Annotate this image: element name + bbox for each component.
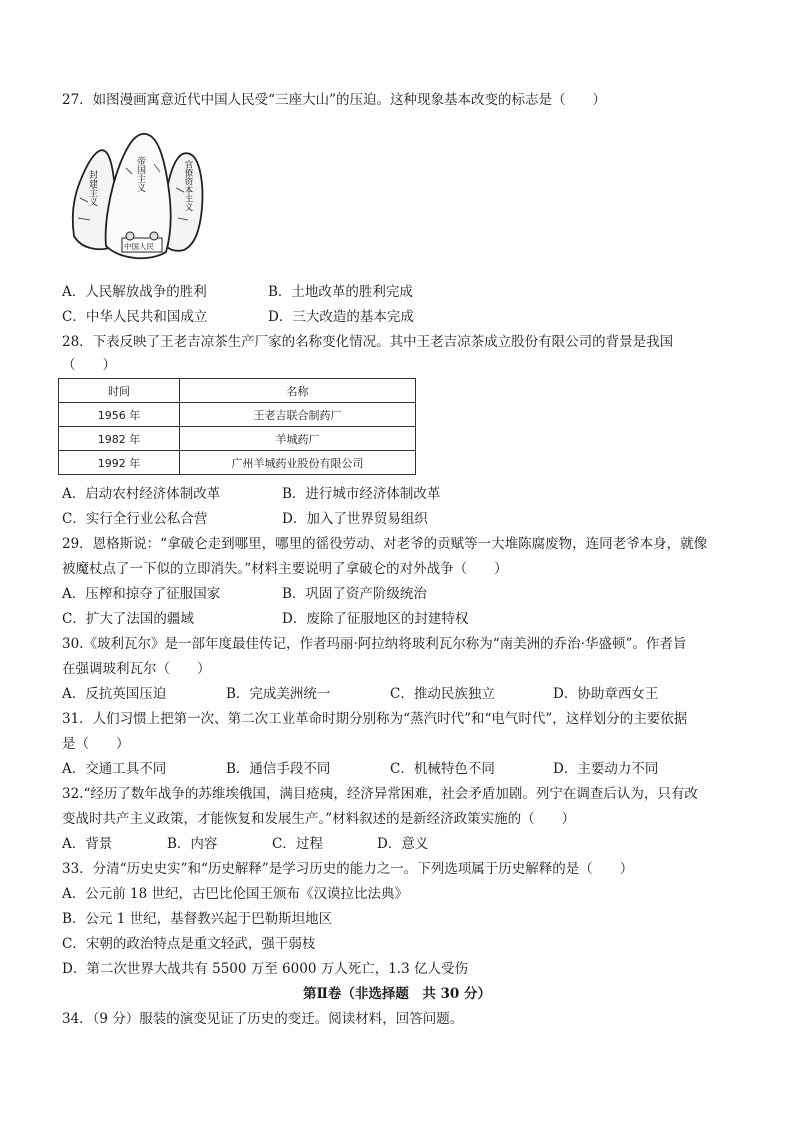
q27-option-a: A．人民解放战争的胜利 [62,284,207,300]
table-row [59,427,416,451]
q30-stem-line2: 在强调玻利瓦尔（ ） [62,661,211,677]
q30-option-d: D．协助章西女王 [553,686,659,702]
q27-stem: 27．如图漫画寓意近代中国人民受“三座大山”的压迫。这种现象基本改变的标志是（ ） [62,92,606,108]
q27-option-c: C．中华人民共和国成立 [62,309,208,325]
q27-option-d: D．三大改造的基本完成 [268,309,414,325]
q32-stem-line1: 32.“经历了数年战争的苏维埃俄国，满目疮痍，经济异常困难，社会矛盾加剧。列宁在调查后认为，只有改 [62,786,698,802]
q29-stem-line1: 29．恩格斯说：“拿破仑走到哪里，哪里的徭役劳动、对老爷的贡赋等一大堆陈腐废物，连同老爷本身，就像 [62,536,708,552]
q30-option-b: B．完成美洲统一 [226,686,331,702]
label-bureaucratic-capitalism: 官僚资本主义 [183,160,193,211]
table-cell-year: 1992 年 [59,451,180,475]
three-mountains-cartoon [66,128,206,273]
q32-option-a: A．背景 [62,836,113,852]
label-chinese-people: 中国人民 [124,242,154,251]
q31-stem-line2: 是（ ） [62,736,130,752]
q28-stem-line2: （ ） [62,357,116,373]
table-header-name: 名称 [180,379,416,403]
table-row [59,403,416,427]
table-cell-company: 广州羊城药业股份有限公司 [180,451,416,475]
section2-title: 第Ⅱ卷（非选择题 共 30 分） [302,986,492,1002]
q29-option-a: A．压榨和掠夺了征服国家 [62,586,221,602]
q32-option-d: D．意义 [377,836,429,852]
table-cell-year: 1956 年 [59,403,180,427]
q28-stem-line1: 28．下表反映了王老吉凉茶生产厂家的名称变化情况。其中王老吉凉茶成立股份有限公司的背景是我国 [62,334,674,350]
q31-option-a: A．交通工具不同 [62,761,167,777]
table-row [59,451,416,475]
q31-option-b: B．通信手段不同 [226,761,331,777]
q28-option-d: D．加入了世界贸易组织 [282,511,428,527]
q32-option-c: C．过程 [272,836,323,852]
table-header-time: 时间 [59,379,180,403]
q33-option-d: D．第二次世界大战共有 5500 万至 6000 万人死亡，1.3 亿人受伤 [62,961,468,977]
q30-option-c: C．推动民族独立 [390,686,495,702]
q29-option-b: B．巩固了资产阶级统治 [282,586,427,602]
label-feudalism: 封建主义 [87,170,97,206]
q28-option-a: A．启动农村经济体制改革 [62,486,221,502]
q33-option-b: B．公元 1 世纪，基督教兴起于巴勒斯坦地区 [62,911,333,927]
table-cell-year: 1982 年 [59,427,180,451]
q31-option-c: C．机械特色不同 [390,761,495,777]
label-imperialism: 帝国主义 [135,156,145,192]
q33-option-c: C．宋朝的政治特点是重文轻武，强干弱枝 [62,936,316,952]
q31-option-d: D．主要动力不同 [553,761,659,777]
q33-stem: 33．分清“历史史实”和“历史解释”是学习历史的能力之一。下列选项属于历史解释的是（ ） [62,861,634,877]
q28-option-c: C．实行全行业公私合营 [62,511,208,527]
q30-stem-line1: 30.《玻利瓦尔》是一部年度最佳传记，作者玛丽·阿拉纳将玻利瓦尔称为“南美洲的乔治·华盛顿”。作者旨 [62,636,687,652]
q27-option-b: B．土地改革的胜利完成 [268,284,413,300]
q28-name-change-table [58,378,416,475]
q29-option-d: D．废除了征服地区的封建特权 [282,611,469,627]
q28-option-b: B．进行城市经济体制改革 [282,486,441,502]
table-cell-company: 王老吉联合制药厂 [180,403,416,427]
q32-option-b: B．内容 [167,836,218,852]
table-header-row [59,379,416,403]
q34-stem: 34．（9 分）服装的演变见证了历史的变迁。阅读材料，回答问题。 [62,1011,464,1027]
q29-option-c: C．扩大了法国的疆域 [62,611,194,627]
q33-option-a: A．公元前 18 世纪，古巴比伦国王颁布《汉谟拉比法典》 [62,886,409,902]
q32-stem-line2: 变战时共产主义政策，才能恢复和发展生产。”材料叙述的是新经济政策实施的（ ） [62,811,576,827]
table-cell-company: 羊城药厂 [180,427,416,451]
q30-option-a: A．反抗英国压迫 [62,686,167,702]
q31-stem-line1: 31．人们习惯上把第一次、第二次工业革命时期分别称为“蒸汽时代”和“电气时代”，这样划分的主要依据 [62,711,688,727]
q29-stem-line2: 被魔杖点了一下似的立即消失。”材料主要说明了拿破仑的对外战争（ ） [62,561,508,577]
